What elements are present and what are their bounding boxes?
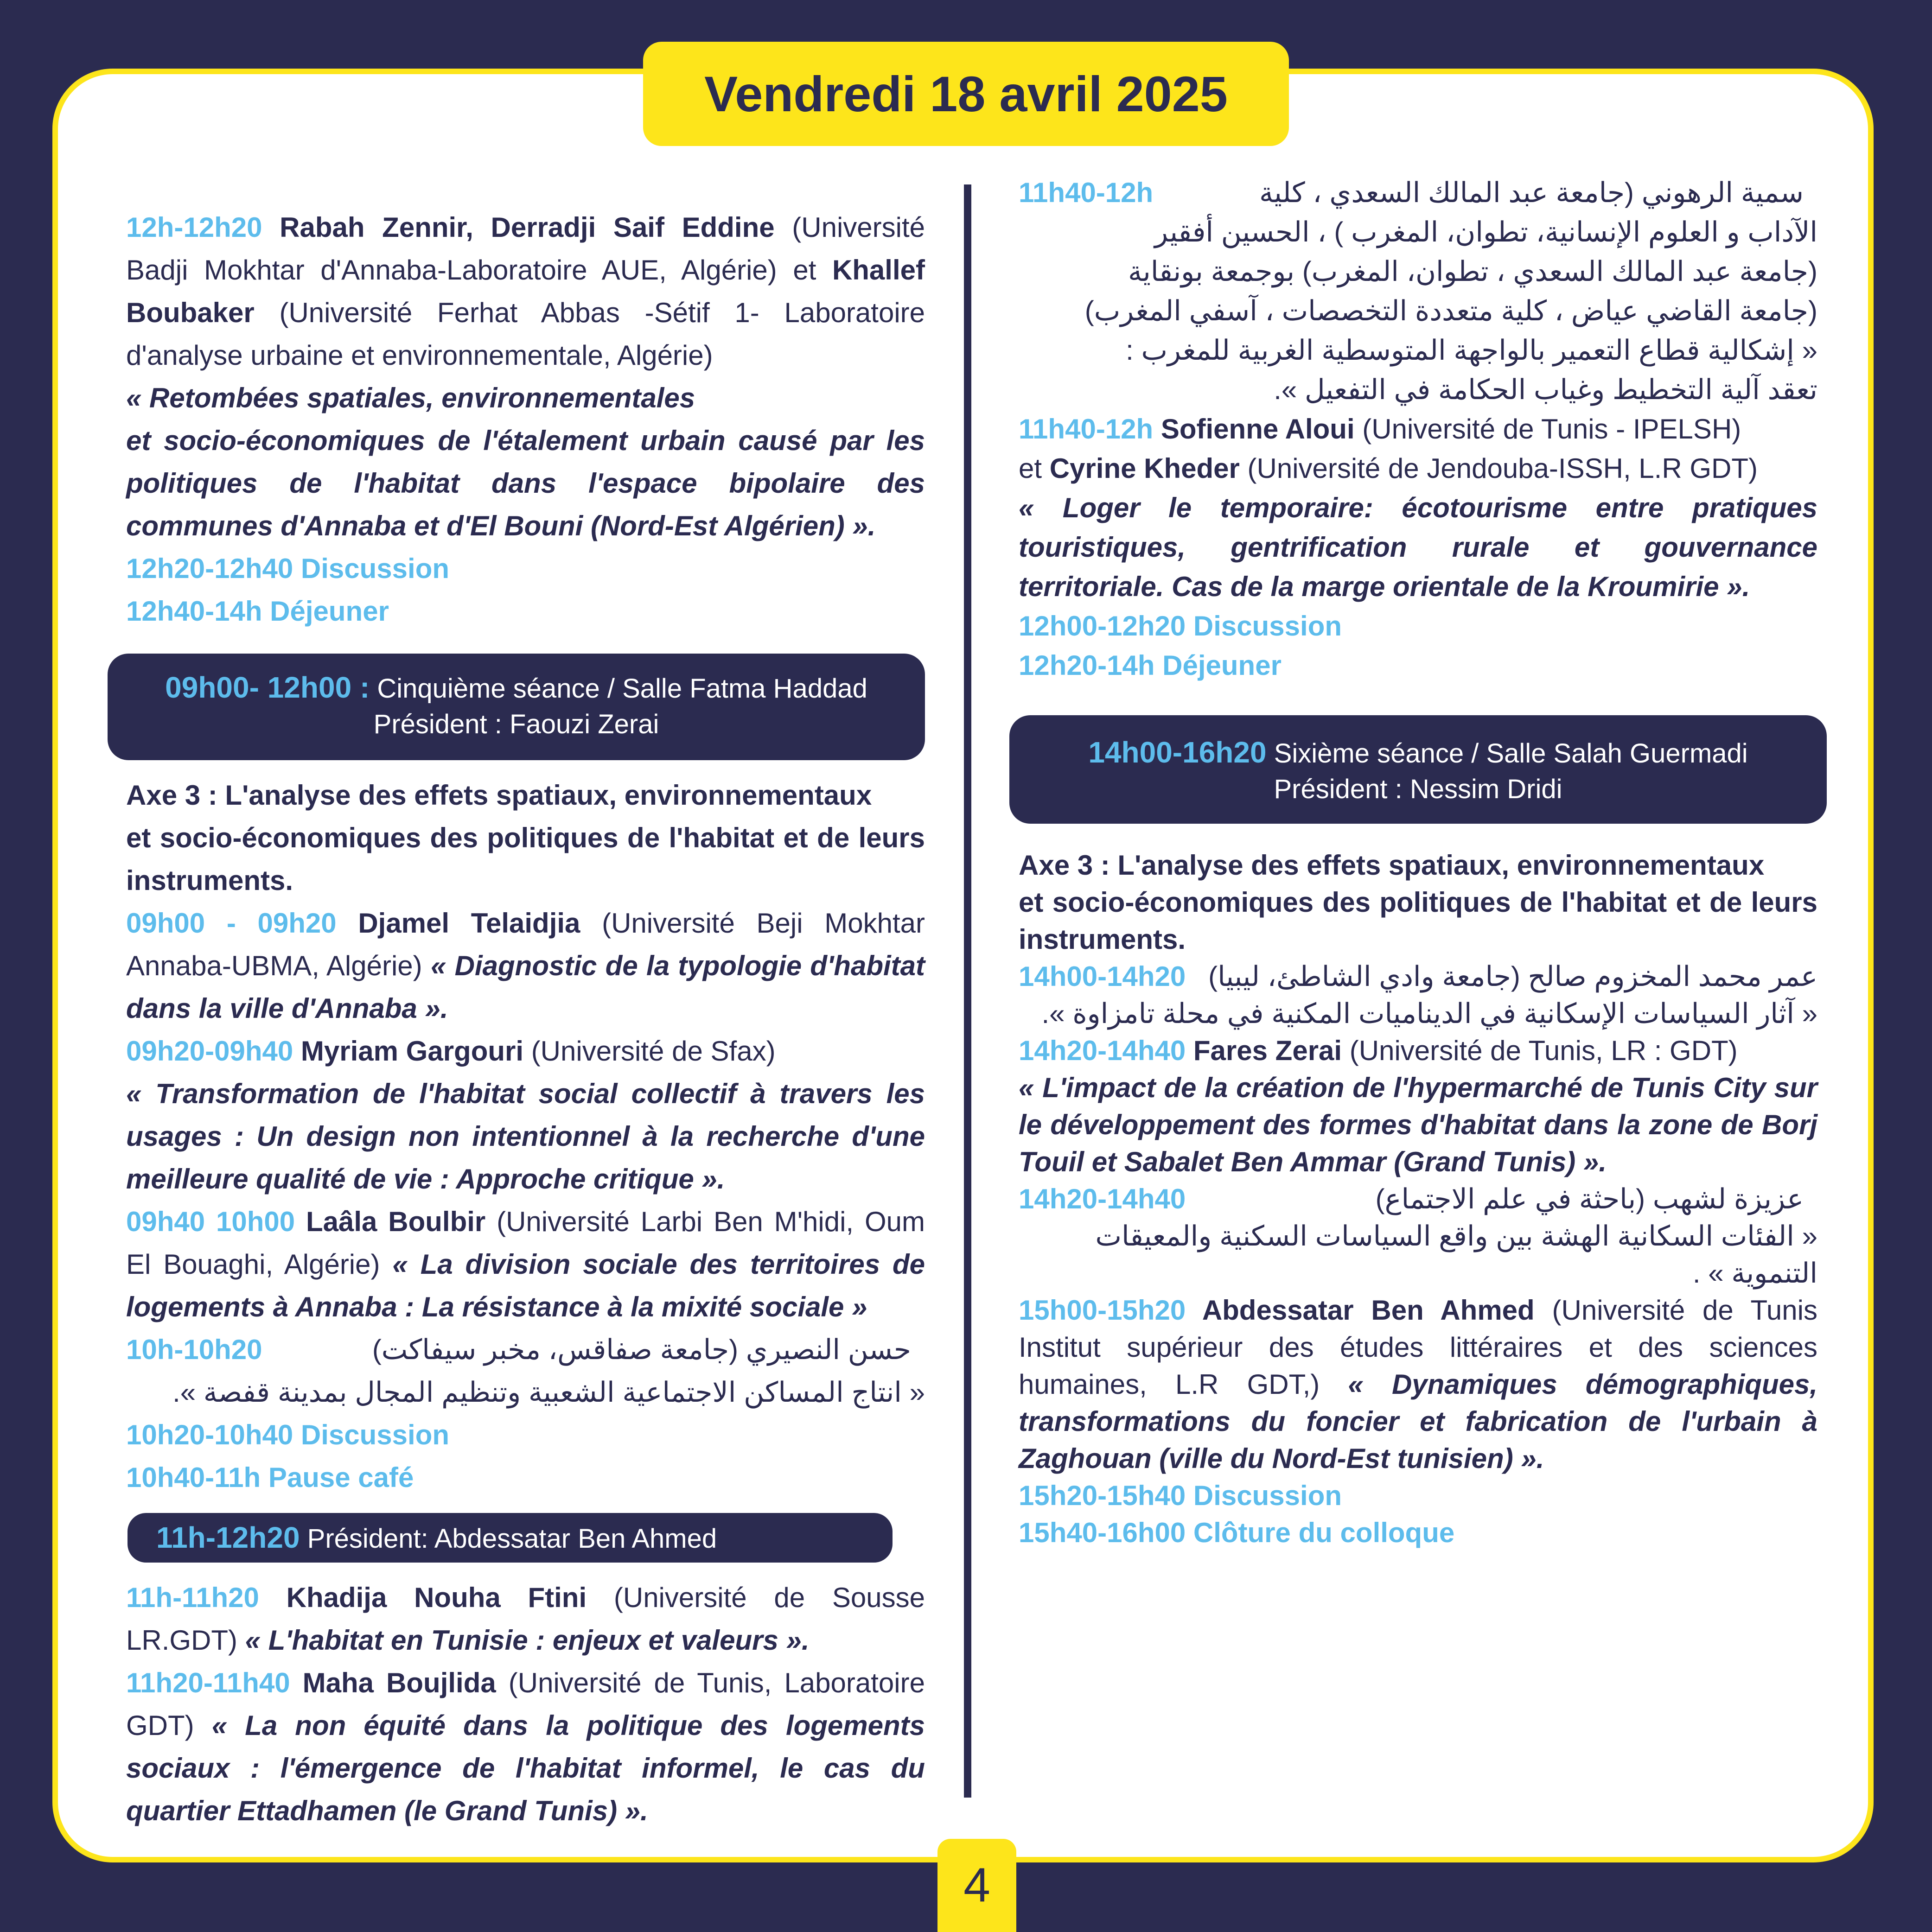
talk-authors-ar: (جامعة عبد المالك السعدي ، تطوان، المغرب) بوجمعة بونقاية [1128, 256, 1817, 287]
talk-time: 11h40-12h [1019, 413, 1154, 445]
talk-affiliation: (Université Badji Mokhtar d'Annaba-Laboratoire AUE, Algérie) et [126, 212, 925, 286]
talk-time: 10h-10h20 [126, 1334, 262, 1365]
talk-author: Sofienne Aloui [1153, 413, 1355, 445]
talk-nsiri [126, 1328, 925, 1414]
lunch-slot: 12h40-14h Déjeuner [126, 596, 389, 627]
talk-time: 15h00-15h20 [1019, 1295, 1186, 1326]
discussion-slot: 12h20-12h40 Discussion [126, 553, 450, 584]
talk-boulbir [126, 1201, 925, 1328]
session-president: Président : Nessim Dridi [1274, 774, 1562, 804]
session-label: Sixième séance / Salle Salah Guermadi [1266, 738, 1748, 769]
talk-title: « Transformation de l'habitat social collectif à travers les usages : Un design non intentionnel à la recherche d'une meilleure qualité de vie : Approche critique ». [126, 1078, 925, 1195]
date-header [643, 42, 1289, 146]
axe-heading [126, 774, 925, 902]
talk-author: Khadija Nouha Ftini [259, 1582, 587, 1613]
session-label: Cinquième séance / Salle Fatma Haddad [370, 674, 867, 704]
session-time: 09h00- 12h00 : [165, 671, 370, 704]
axe-line: Axe 3 : L'analyse des effets spatiaux, environnementaux [126, 780, 872, 811]
talk-affiliation: (Université de Tunis, LR : GDT) [1342, 1035, 1738, 1066]
axe-heading [1019, 847, 1817, 958]
talk-time: 11h40-12h [1019, 177, 1154, 208]
date-title: Vendredi 18 avril 2025 [704, 66, 1228, 122]
talk-authors-ar: حسن النصيري (جامعة صفاقس، مخبر سيفاكت) [372, 1334, 911, 1365]
right-column [1019, 173, 1817, 1551]
talk-boujlida [126, 1662, 925, 1832]
talk-title: « La division sociale des territoires de logements à Annaba : La résistance à la mixité sociale » [126, 1249, 925, 1322]
axe-line: et socio-économiques des politiques de l'habitat et de leurs instruments. [1019, 887, 1817, 955]
talk-author: Djamel Telaidjia [336, 908, 580, 939]
talk-author: Fares Zerai [1186, 1035, 1342, 1066]
axe-line: Axe 3 : L'analyse des effets spatiaux, environnementaux [1019, 850, 1765, 881]
talk-title-ar: « آثار السياسات الإسكانية في الديناميات المكنية في محلة تامزاوة ». [1041, 998, 1817, 1029]
talk-affiliation: (Université de Sfax) [523, 1036, 776, 1067]
talk-time: 09h40 10h00 [126, 1206, 295, 1237]
session-label: Président: Abdessatar Ben Ahmed [300, 1524, 717, 1554]
session-president: Président : Faouzi Zerai [373, 709, 659, 739]
talk-time: 14h00-14h20 [1019, 961, 1186, 992]
talk-connector: et [1019, 453, 1050, 484]
talk-affiliation: (Université de Tunis, Laboratoire GDT) [126, 1667, 925, 1741]
page-number: 4 [963, 1858, 990, 1912]
talk-title: et socio-économiques de l'étalement urbain causé par les politiques de l'habitat dans l'espace bipolaire des communes d'Annaba et d'El Bouni (Nord-Est Algérien) ». [126, 425, 925, 541]
talk-title: « La non équité dans la politique des logements sociaux : l'émergence de l'habitat informel, le cas du quartier Ettadhamen (le Grand Tunis) ». [126, 1710, 925, 1826]
talk-gargouri [126, 1030, 925, 1201]
session-time: 11h-12h20 [156, 1521, 300, 1554]
column-divider [964, 184, 971, 1798]
talk-aloui [1019, 409, 1817, 606]
talk-authors-ar: عمر محمد المخزوم صالح (جامعة وادي الشاطئ، ليبيا) [1208, 961, 1817, 992]
discussion-slot: 15h20-15h40 Discussion [1019, 1480, 1342, 1511]
talk-lachheb [1019, 1181, 1817, 1292]
talk-affiliation: (Université de Sousse LR.GDT) [126, 1582, 925, 1656]
session-banner [128, 1513, 893, 1563]
talk-author: Maha Boujlida [290, 1667, 496, 1698]
talk-author: Abdessatar Ben Ahmed [1186, 1295, 1535, 1326]
session-banner [108, 654, 925, 760]
talk-affiliation: (Université Ferhat Abbas -Sétif 1- Laboratoire d'analyse urbaine et environnementale, Algérie) [126, 297, 925, 371]
talk-affiliation: (Université Larbi Ben M'hidi, Oum El Bouaghi, Algérie) [126, 1206, 925, 1280]
left-column [126, 206, 925, 1832]
talk-affiliation: (Université de Tunis Institut supérieur des études littéraires et des sciences humaines, L.R GDT,) [1019, 1295, 1817, 1400]
talk-telaidjia [126, 902, 925, 1030]
talk-affiliation: (Université de Jendouba-ISSH, L.R GDT) [1239, 453, 1758, 484]
talk-time: 11h-11h20 [126, 1582, 259, 1613]
page-number-tab [937, 1839, 1016, 1932]
talk-makhzoum [1019, 958, 1817, 1032]
closing-slot: 15h40-16h00 Clôture du colloque [1019, 1517, 1455, 1548]
talk-rahouni [1019, 173, 1817, 409]
talk-time: 09h20-09h40 [126, 1036, 293, 1067]
axe-line: et socio-économiques des politiques de l'habitat et de leurs instruments. [126, 822, 925, 896]
lunch-slot: 12h20-14h Déjeuner [1019, 650, 1282, 681]
talk-title-ar: « انتاج المساكن الاجتماعية الشعبية وتنظيم المجال بمدينة قفصة ». [172, 1377, 925, 1408]
talk-time: 14h20-14h40 [1019, 1183, 1186, 1214]
session-banner [1009, 715, 1827, 824]
talk-author: Cyrine Kheder [1049, 453, 1240, 484]
talk-zennir [126, 206, 925, 547]
talk-title: « Retombées spatiales, environnementales [126, 382, 695, 413]
talk-time: 14h20-14h40 [1019, 1035, 1186, 1066]
talk-title: « Loger le temporaire: écotourisme entre pratiques touristiques, gentrification rurale et gouvernance territoriale. Cas de la marge orientale de la Kroumirie ». [1019, 492, 1817, 602]
talk-ben-ahmed [1019, 1292, 1817, 1477]
talk-title: « Dynamiques démographiques, transformations du foncier et fabrication de l'urbain à Zaghouan (ville du Nord-Est tunisien) ». [1019, 1369, 1817, 1474]
talk-title: « L'habitat en Tunisie : enjeux et valeurs ». [245, 1625, 810, 1656]
talk-time: 09h00 - 09h20 [126, 908, 337, 939]
discussion-slot: 12h00-12h20 Discussion [1019, 610, 1342, 642]
talk-time: 11h20-11h40 [126, 1667, 290, 1698]
talk-authors: Khallef Boubaker [126, 254, 925, 328]
talk-authors-ar: الآداب و العلوم الإنسانية، تطوان، المغرب ) ، الحسين أفقير [1154, 216, 1817, 248]
break-slot: 10h40-11h Pause café [126, 1462, 414, 1493]
talk-title-ar: تعقد آلية التخطيط وغياب الحكامة في التفعيل ». [1274, 374, 1817, 405]
discussion-slot: 10h20-10h40 Discussion [126, 1419, 450, 1450]
talk-title-ar: « إشكالية قطاع التعمير بالواجهة المتوسطية الغربية للمغرب : [1126, 335, 1817, 366]
talk-author: Laâla Boulbir [295, 1206, 486, 1237]
talk-title-ar: « الفئات السكانية الهشة بين واقع السياسات السكنية والمعيقات التنموية » . [1095, 1220, 1817, 1289]
talk-time: 12h-12h20 [126, 212, 262, 243]
talk-affiliation: (Université de Tunis - IPELSH) [1354, 413, 1741, 445]
talk-title: « Diagnostic de la typologie d'habitat dans la ville d'Annaba ». [126, 950, 925, 1024]
talk-affiliation: (Université Beji Mokhtar Annaba-UBMA, Algérie) [126, 908, 925, 981]
talk-authors-ar: سمية الرهوني (جامعة عبد المالك السعدي ، كلية [1259, 177, 1804, 208]
talk-zerai [1019, 1032, 1817, 1181]
talk-title: « L'impact de la création de l'hypermarché de Tunis City sur le développement des formes d'habitat dans la zone de Borj Touil et Sabalet Ben Ammar (Grand Tunis) ». [1019, 1072, 1817, 1177]
session-time: 14h00-16h20 [1088, 736, 1267, 769]
talk-authors: Rabah Zennir, Derradji Saif Eddine [280, 212, 775, 243]
talk-authors-ar: (جامعة القاضي عياض ، كلية متعددة التخصصات ، آسفي المغرب) [1084, 295, 1817, 326]
talk-author: Myriam Gargouri [293, 1036, 524, 1067]
talk-ftini [126, 1576, 925, 1662]
talk-authors-ar: عزيزة لشهب (باحثة في علم الاجتماع) [1375, 1183, 1804, 1214]
